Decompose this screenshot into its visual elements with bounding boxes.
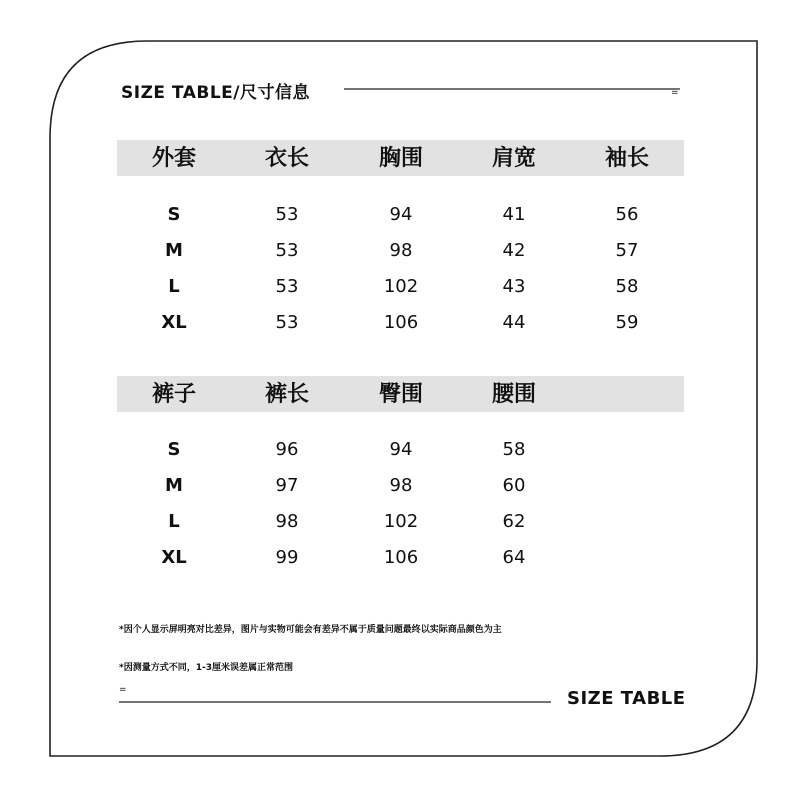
jacket-header-cell: 外套 (151, 145, 196, 171)
note-display-color: *因个人显示屏明亮对比差异，图片与实物可能会有差异不属于质量问题最终以实际商品颜色为主 (119, 625, 502, 635)
jacket-value-cell: 44 (502, 312, 526, 333)
pants-value-cell: 106 (383, 547, 419, 568)
pants-value-cell: 64 (502, 547, 526, 568)
jacket-value-cell: 98 (389, 240, 413, 261)
pants-size-cell: XL (161, 547, 187, 568)
jacket-size-cell: S (167, 204, 181, 225)
pants-header-cell: 裤长 (264, 381, 309, 407)
pants-size-cell: L (168, 511, 180, 532)
jacket-size-cell: M (165, 240, 183, 261)
pants-value-cell: 58 (502, 439, 526, 460)
pants-value-cell: 99 (275, 547, 299, 568)
jacket-value-cell: 53 (275, 240, 299, 261)
jacket-header-cell: 衣长 (264, 145, 309, 171)
pants-value-cell: 102 (383, 511, 419, 532)
pants-size-cell: S (167, 439, 181, 460)
footer-mark: = (119, 685, 127, 695)
jacket-header-cell: 肩宽 (491, 145, 536, 171)
jacket-value-cell: 94 (389, 204, 413, 225)
jacket-value-cell: 41 (502, 204, 526, 225)
pants-value-cell: 62 (502, 511, 526, 532)
jacket-value-cell: 57 (615, 240, 639, 261)
note-measurement-error: *因测量方式不同，1-3厘米误差属正常范围 (119, 663, 293, 673)
header-mark: = (671, 88, 679, 98)
pants-value-cell: 96 (275, 439, 299, 460)
jacket-value-cell: 42 (502, 240, 526, 261)
pants-value-cell: 97 (275, 475, 299, 496)
jacket-header-cell: 胸围 (378, 145, 423, 171)
jacket-value-cell: 53 (275, 312, 299, 333)
pants-value-cell: 60 (502, 475, 526, 496)
jacket-value-cell: 106 (383, 312, 419, 333)
header-title-cn: 尺寸信息 (239, 83, 310, 103)
jacket-size-cell: XL (161, 312, 187, 333)
jacket-value-cell: 53 (275, 276, 299, 297)
pants-value-cell: 98 (275, 511, 299, 532)
size-table-header (121, 78, 310, 103)
pants-value-cell: 94 (389, 439, 413, 460)
jacket-size-cell: L (168, 276, 180, 297)
pants-header-cell: 裤子 (151, 381, 196, 407)
pants-size-cell: M (165, 475, 183, 496)
jacket-header-cell: 袖长 (604, 145, 649, 171)
pants-header-cell: 臀围 (378, 381, 423, 407)
jacket-value-cell: 102 (383, 276, 419, 297)
jacket-value-cell: 56 (615, 204, 639, 225)
footer-title: SIZE TABLE (567, 688, 686, 709)
pants-header-cell: 腰围 (491, 381, 536, 407)
jacket-value-cell: 59 (615, 312, 639, 333)
jacket-value-cell: 43 (502, 276, 526, 297)
jacket-value-cell: 53 (275, 204, 299, 225)
pants-value-cell: 98 (389, 475, 413, 496)
header-title-en: SIZE TABLE/ (121, 83, 240, 103)
jacket-value-cell: 58 (615, 276, 639, 297)
